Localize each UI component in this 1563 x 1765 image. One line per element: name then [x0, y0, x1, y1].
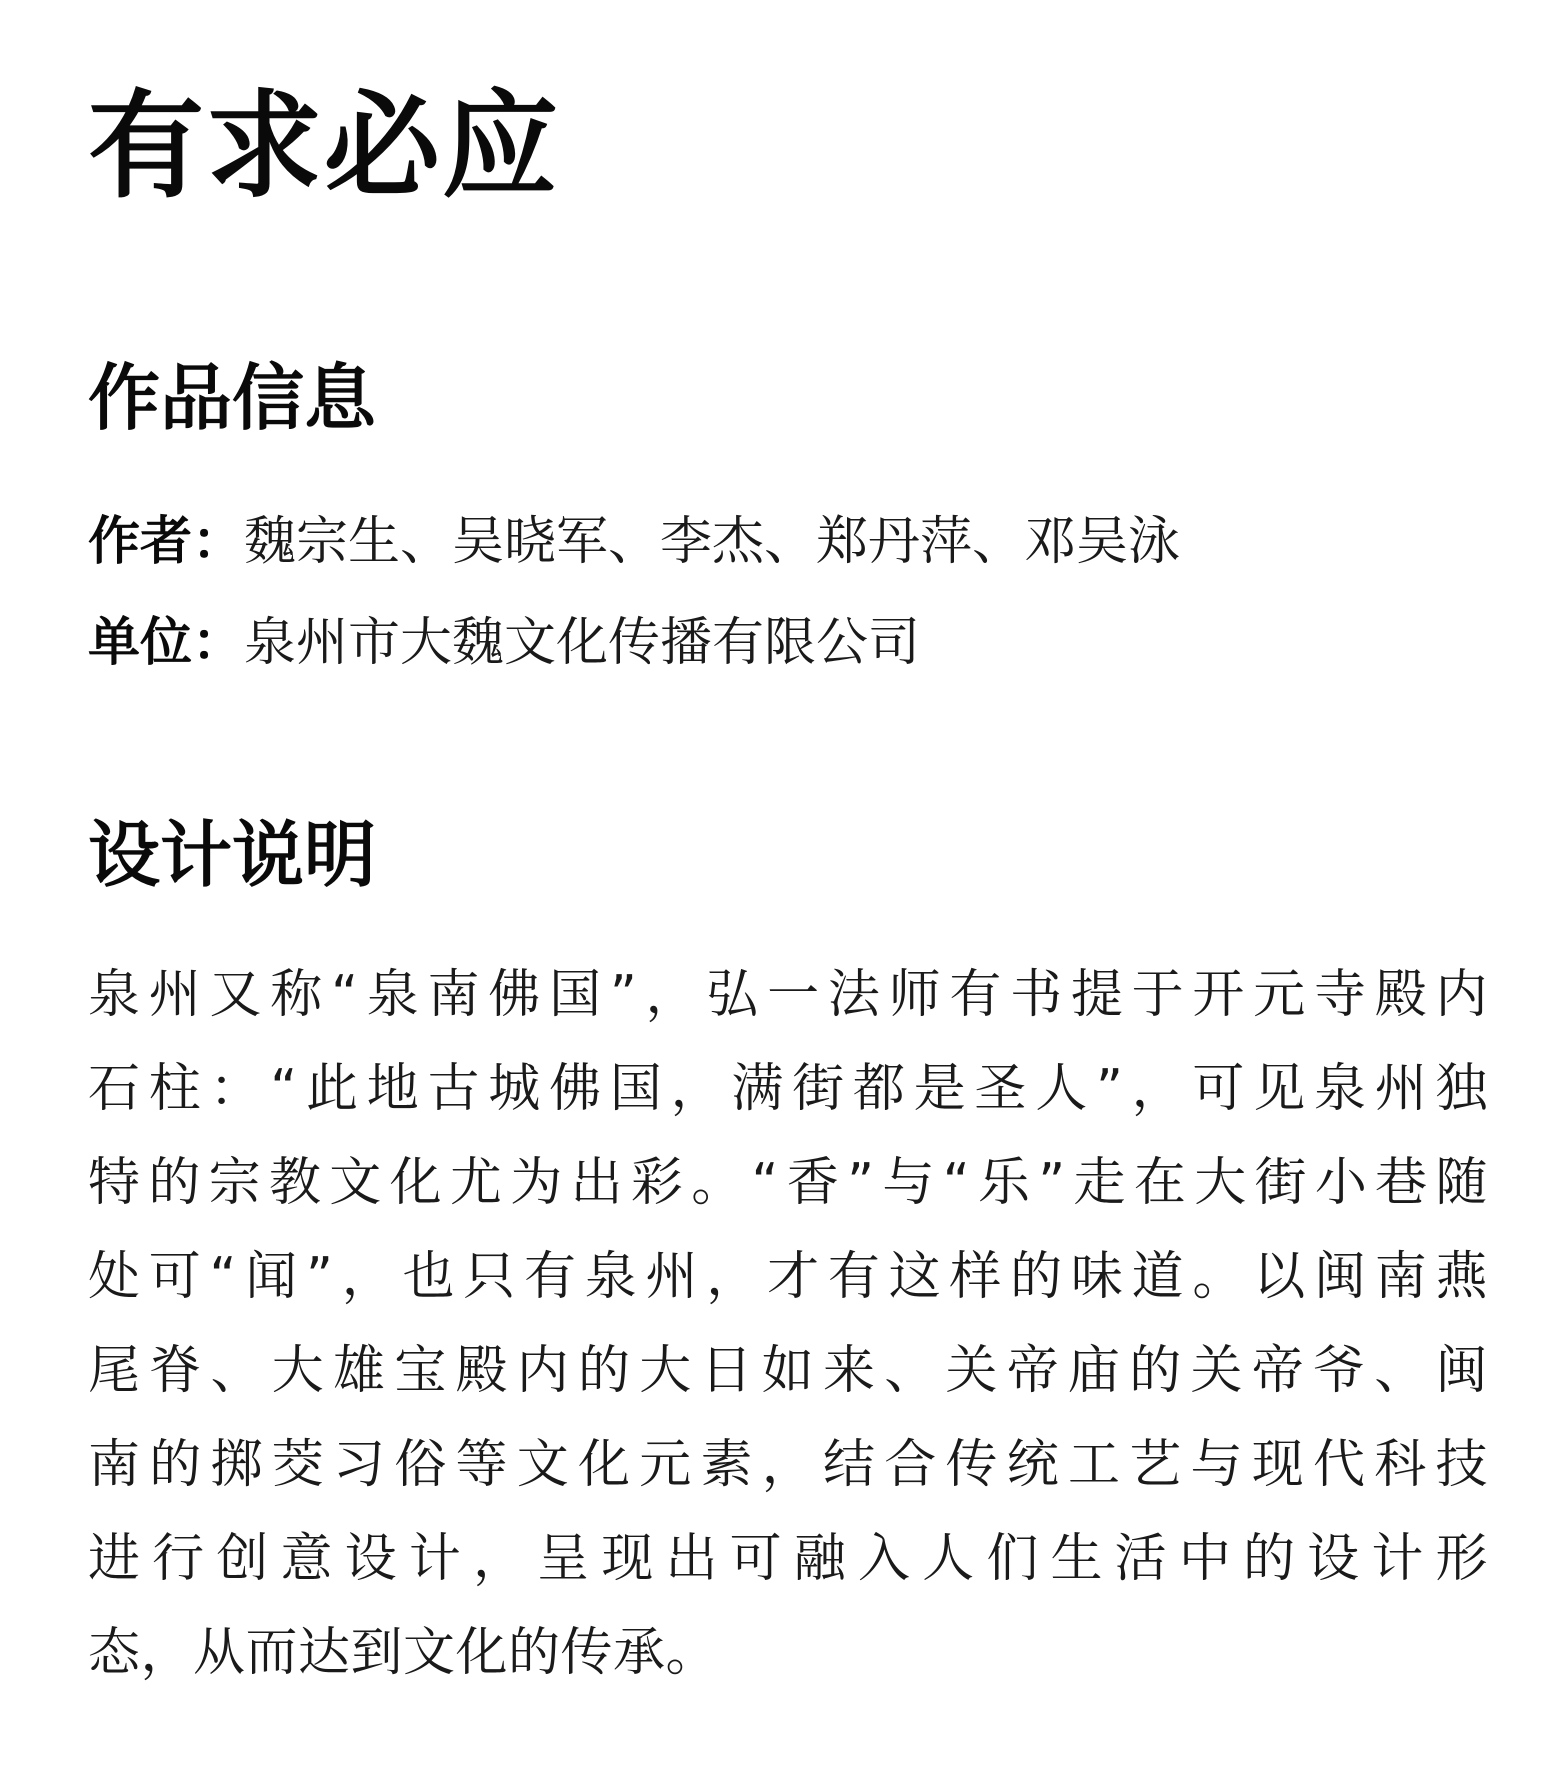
- description-line: 态，从而达到文化的传承。: [88, 1623, 719, 1683]
- page-title: 有求必应: [88, 79, 560, 214]
- design-description-body: [88, 948, 1488, 1700]
- description-line: 南的掷茭习俗等文化元素，结合传统工艺与现代科技: [88, 1435, 1488, 1495]
- design-description-heading: 设计说明: [88, 813, 377, 897]
- work-info-heading: 作品信息: [88, 356, 377, 440]
- description-line: 尾脊、大雄宝殿内的大日如来、关帝庙的关帝爷、闽: [88, 1341, 1488, 1401]
- unit-row: [88, 610, 920, 678]
- authors-value: 魏宗生、吴晓军、李杰、郑丹萍、邓吴泳: [244, 512, 1181, 572]
- unit-label: 单位：: [88, 613, 245, 673]
- authors-label: 作者：: [88, 512, 245, 572]
- authors-row: [88, 509, 1180, 577]
- description-line: 进行创意设计，呈现出可融入人们生活中的设计形: [88, 1529, 1488, 1589]
- description-line: 处可“闻”，也只有泉州，才有这样的味道。以闽南燕: [88, 1247, 1488, 1307]
- description-line: 泉州又称“泉南佛国”，弘一法师有书提于开元寺殿内: [88, 965, 1488, 1025]
- description-line: 特的宗教文化尤为出彩。“香”与“乐”走在大街小巷随: [88, 1153, 1488, 1213]
- unit-value: 泉州市大魏文化传播有限公司: [244, 613, 921, 673]
- description-line: 石柱：“此地古城佛国，满街都是圣人”，可见泉州独: [88, 1059, 1488, 1119]
